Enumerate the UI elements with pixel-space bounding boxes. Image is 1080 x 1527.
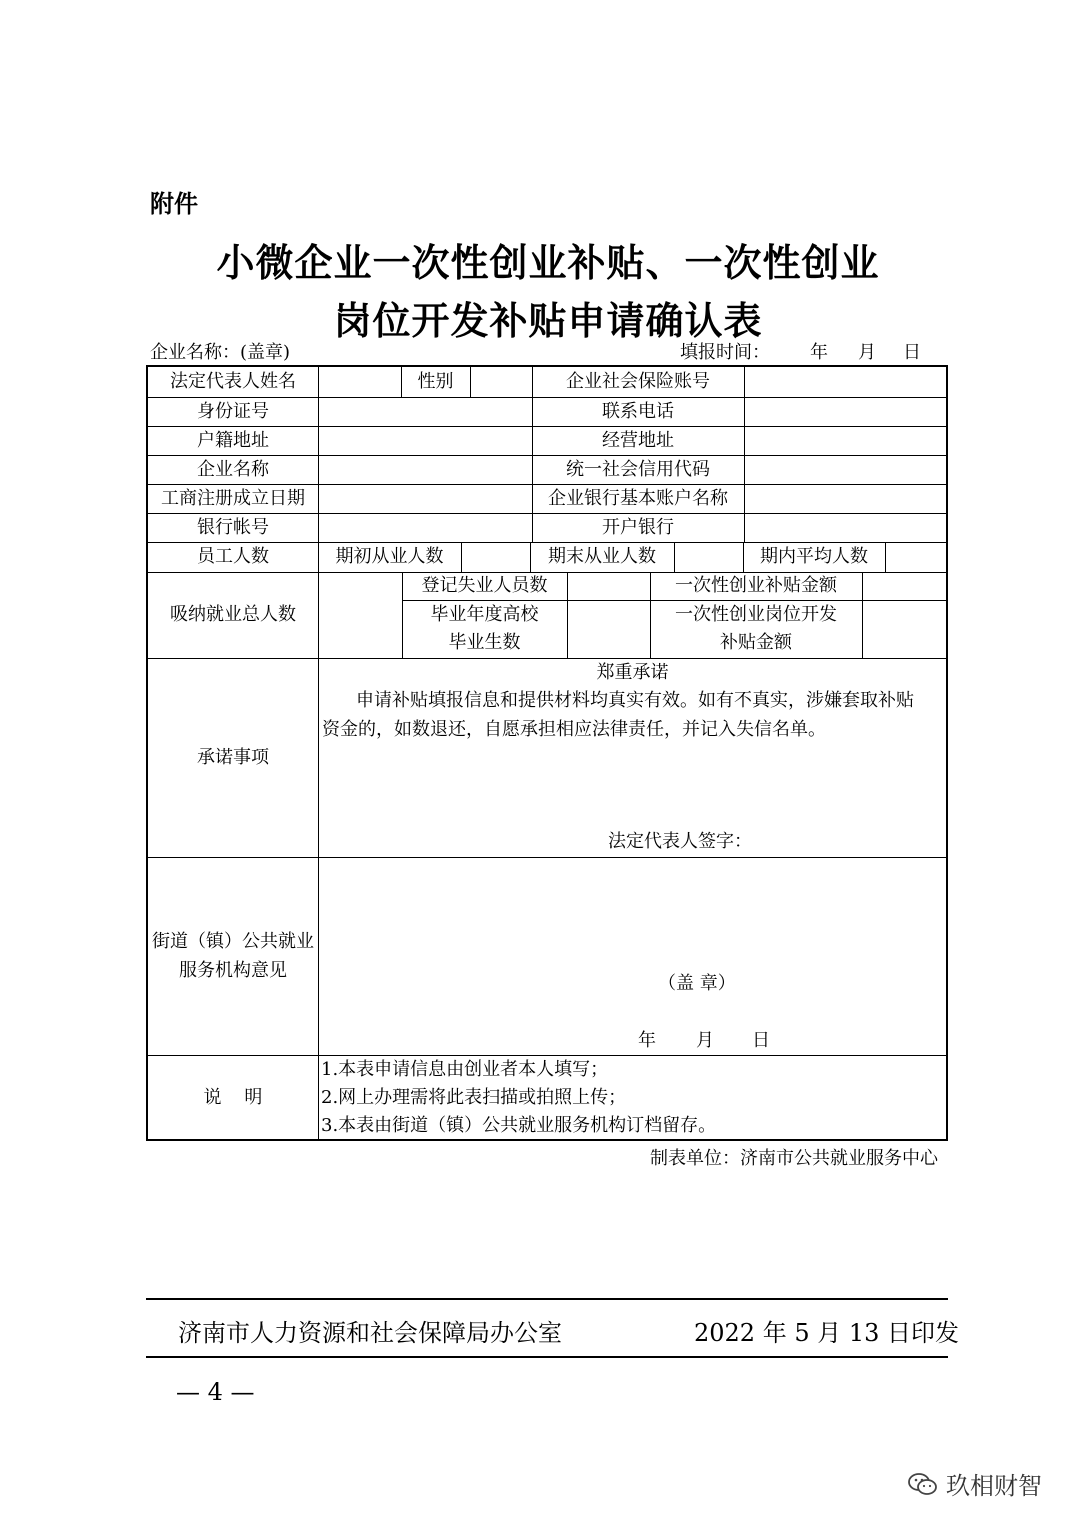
opinion-date-month: 月 — [696, 1030, 714, 1051]
footer-bottom-rule — [146, 1356, 948, 1358]
note-item-1: 1.本表申请信息由创业者本人填写； — [321, 1059, 609, 1080]
form-title-line-2: 岗位开发补贴申请确认表 — [333, 299, 763, 343]
seal-placeholder: （盖 章） — [658, 973, 736, 994]
end-staff-count-label: 期末从业人数 — [548, 546, 656, 567]
issue-date: 2022 年 5 月 13 日印发 — [694, 1319, 960, 1347]
company-seal-label: 企业名称：(盖章) — [150, 342, 291, 363]
annex-label: 附件 — [150, 190, 198, 218]
graduates-count-label — [402, 600, 567, 658]
form-maker: 制表单位：济南市公共就业服务中心 — [650, 1148, 938, 1169]
registration-date-label: 工商注册成立日期 — [161, 487, 305, 509]
job-subsidy-label-line-2: 补贴金额 — [720, 632, 792, 653]
notes-label: 说 明 — [203, 1087, 263, 1108]
pledge-label: 承诺事项 — [197, 746, 269, 768]
job-subsidy-label-line-1: 一次性创业岗位开发 — [675, 604, 837, 625]
pledge-text-line-1: 申请补贴填报信息和提供材料均真实有效。如有不真实，涉嫌套取补贴 — [356, 690, 914, 711]
registered-unemployed-label: 登记失业人员数 — [421, 575, 548, 596]
social-insurance-no-label: 企业社会保险账号 — [566, 371, 710, 392]
note-item-3: 3.本表由街道（镇）公共就业服务机构订档留存。 — [321, 1115, 717, 1136]
phone-label: 联系电话 — [602, 400, 674, 422]
page-number: — 4 — — [176, 1378, 255, 1406]
graduates-count-label-line-1: 毕业年度高校 — [430, 604, 539, 625]
household-address-label: 户籍地址 — [197, 429, 269, 451]
company-name-label: 企业名称 — [197, 458, 269, 480]
wechat-icon — [908, 1472, 938, 1496]
opinion-date-year: 年 — [638, 1030, 656, 1051]
start-staff-count-label: 期初从业人数 — [335, 546, 444, 567]
legal-rep-signature-label: 法定代表人签字： — [608, 831, 752, 852]
pledge-heading: 郑重承诺 — [596, 662, 669, 683]
fill-date-month: 月 — [858, 342, 876, 363]
watermark-text: 玖相财智 — [946, 1472, 1042, 1500]
opinion-label-line-1: 街道（镇）公共就业 — [152, 931, 314, 952]
street-service-opinion-label — [148, 857, 318, 1055]
opinion-label-line-2: 服务机构意见 — [179, 960, 287, 981]
watermark — [908, 1466, 1042, 1501]
staff-count-label: 员工人数 — [197, 546, 269, 567]
pledge-text-line-2: 资金的，如数退还，自愿承担相应法律责任，并记入失信名单。 — [322, 719, 826, 740]
id-no-label: 身份证号 — [197, 400, 269, 422]
absorbed-employment-total-label: 吸纳就业总人数 — [170, 604, 296, 625]
opinion-date-day: 日 — [752, 1030, 770, 1051]
opening-bank-label: 开户银行 — [602, 516, 674, 538]
legal-rep-name-label: 法定代表人姓名 — [170, 371, 296, 392]
fill-date-label: 填报时间： — [680, 342, 770, 363]
footer-top-rule — [146, 1298, 948, 1300]
graduates-count-label-line-2: 毕业生数 — [448, 632, 521, 653]
fill-date-year: 年 — [810, 342, 828, 363]
business-address-label: 经营地址 — [602, 429, 674, 451]
application-form-table — [146, 365, 948, 1141]
credit-code-label: 统一社会信用代码 — [566, 458, 710, 480]
job-development-subsidy-label — [650, 600, 862, 658]
startup-subsidy-amount-label: 一次性创业补贴金额 — [675, 575, 837, 596]
note-item-2: 2.网上办理需将此表扫描或拍照上传； — [321, 1087, 627, 1108]
bank-account-name-label: 企业银行基本账户名称 — [548, 487, 728, 509]
gender-label: 性别 — [417, 371, 454, 392]
fill-date-day: 日 — [903, 342, 921, 363]
bank-account-no-label: 银行帐号 — [197, 516, 269, 538]
form-title-line-1: 小微企业一次性创业补贴、一次性创业 — [216, 241, 880, 285]
average-staff-count-label: 期内平均人数 — [760, 546, 868, 567]
issuing-office: 济南市人力资源和社会保障局办公室 — [178, 1319, 562, 1347]
